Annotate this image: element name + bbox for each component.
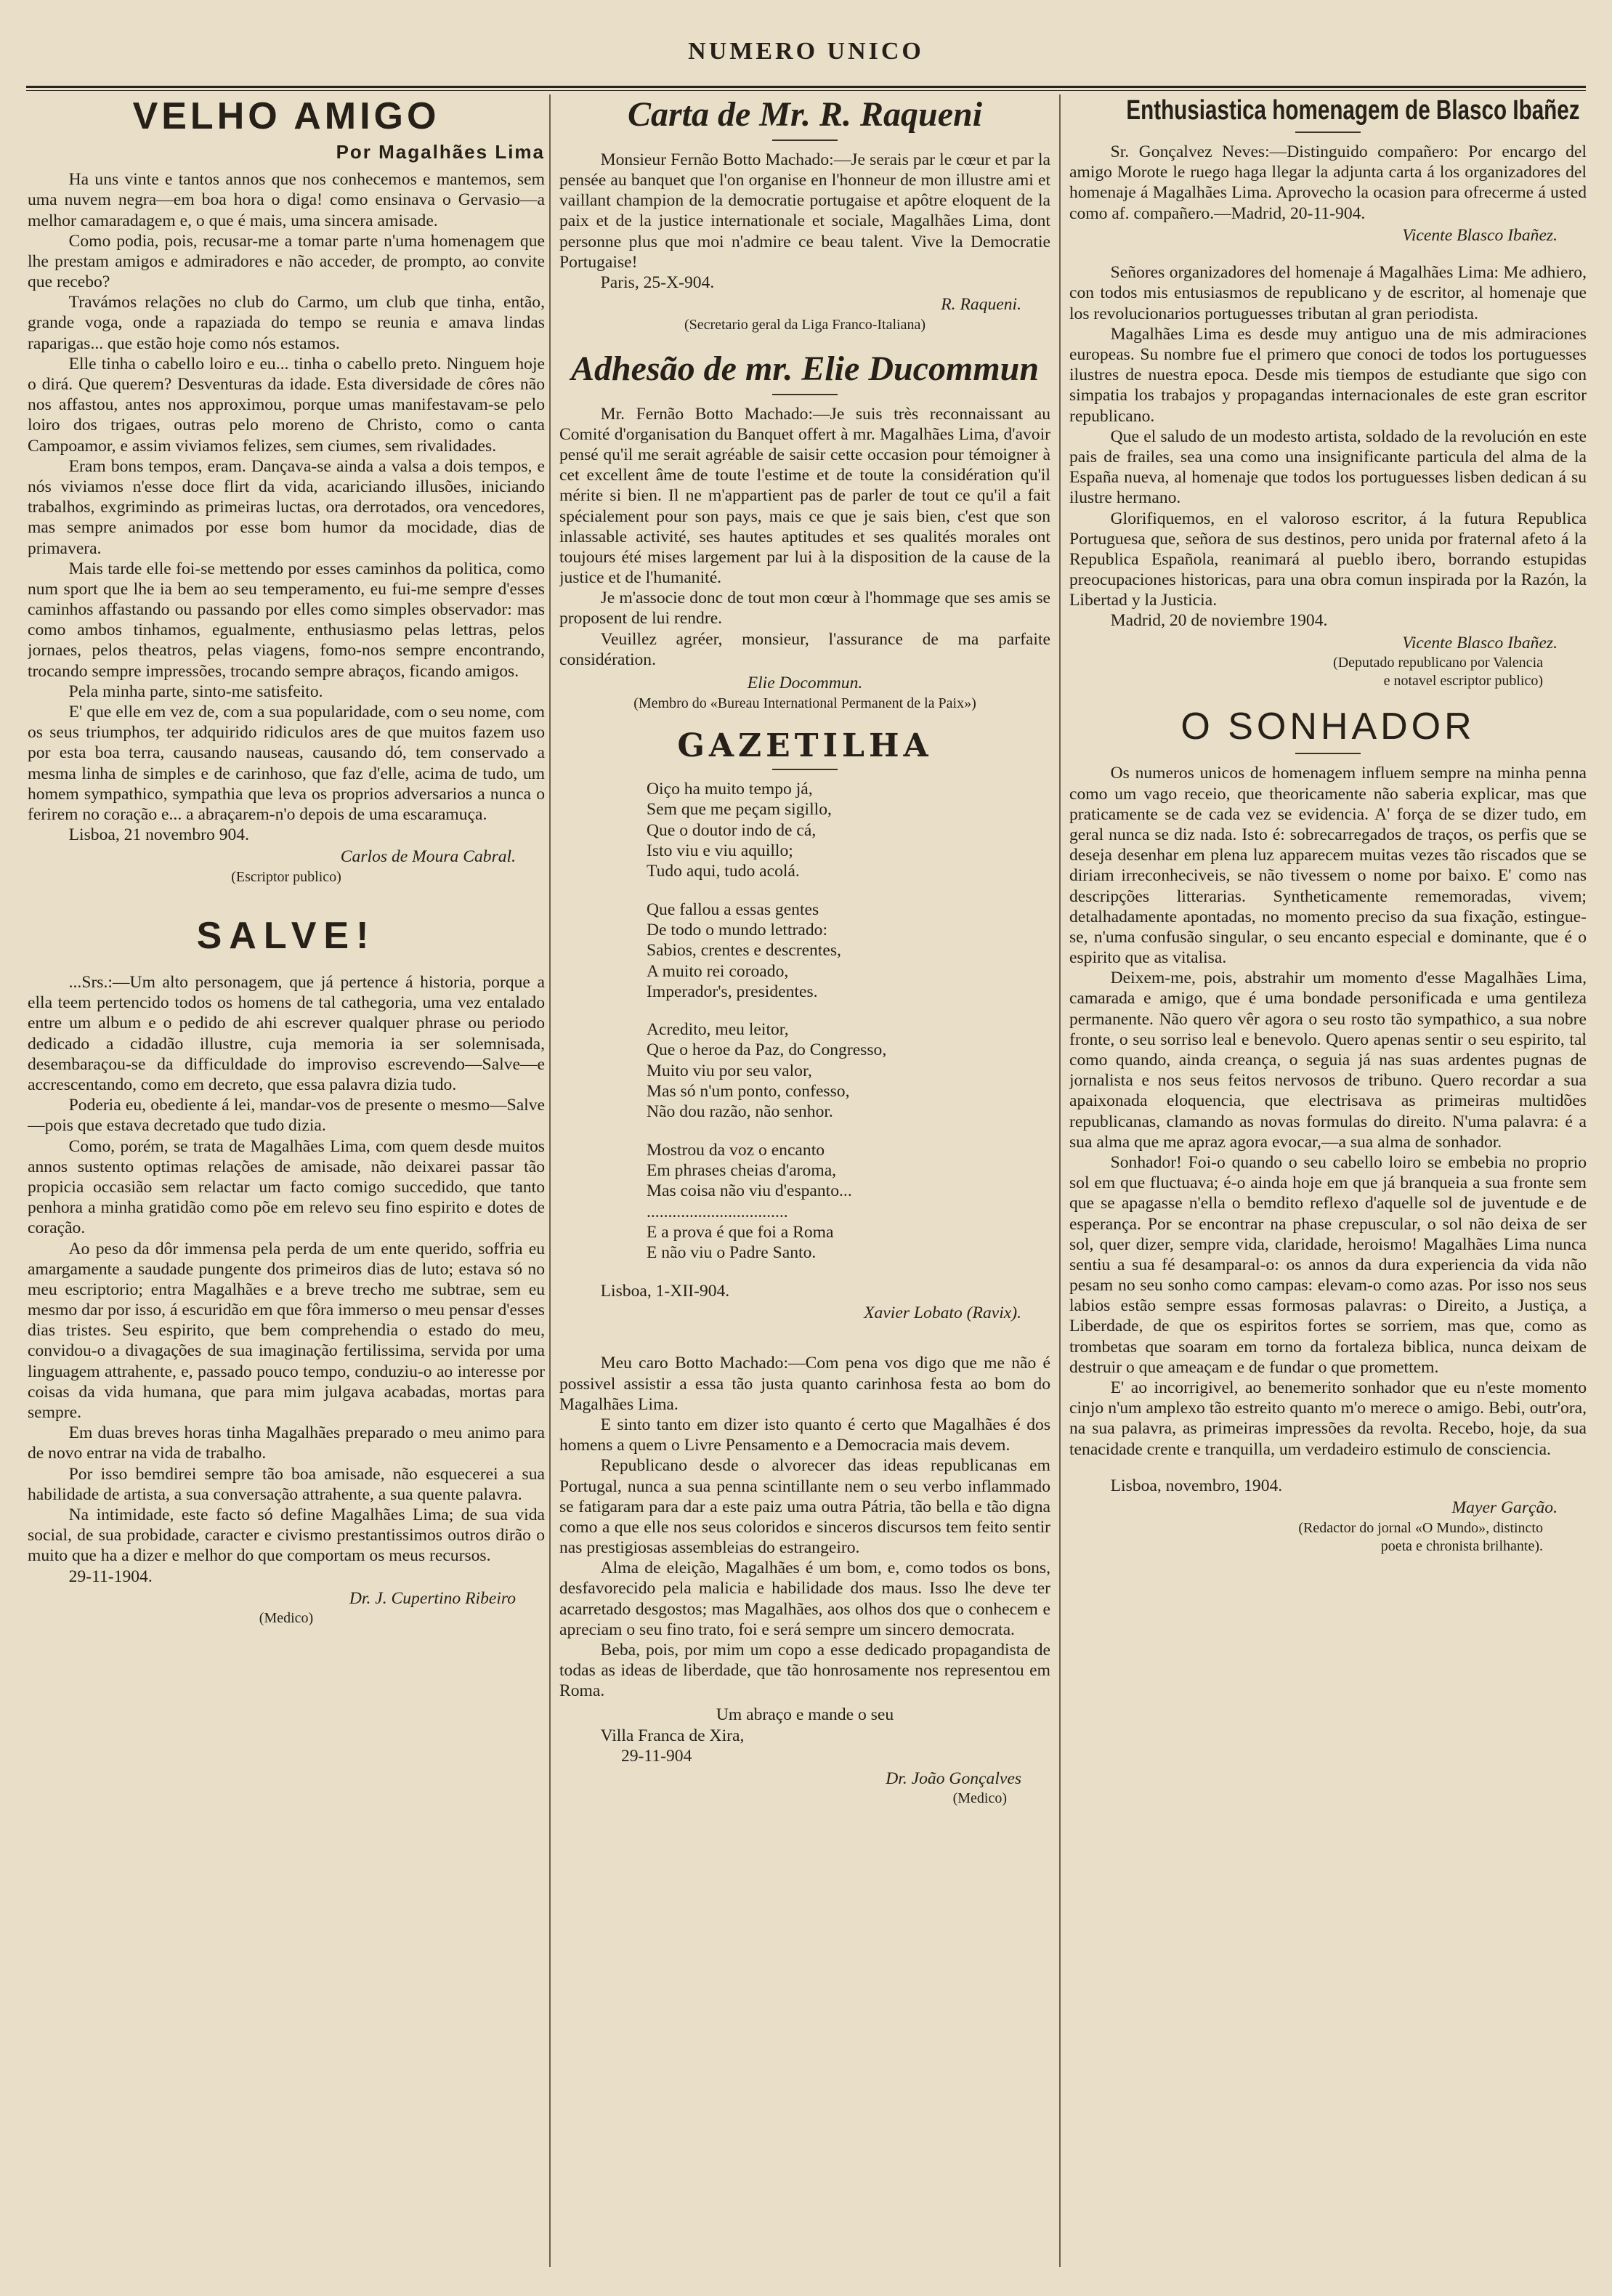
- paragraph: Alma de eleição, Magalhães é um bom, e, como todos os bons, desfavorecido pela malicia e habilidade dos maus. Isso lhe deve ter acarretado desgostos; mas Magalhães, aos olhos dos que o conhecem e apreciam o seu fino trato, foi e será sempre um sincero democrata.: [559, 1559, 1050, 1639]
- paragraph: Os numeros unicos de homenagem influem sempre na minha penna como um vago receio, que theoricamente não saberia explicar, mas que praticamente se de cada vez se evidencia. A' força de se dizer tudo, em geral nunca se diz nada. Isto é: sobrecarregados de traços, os perfis que se deseja desenhar em plena luz apparecem muitas vezes tão riscados que se diriam irreconheciveis, se não tivessem o nome por baixo. E' como nas descripções litterarias. Syntheticamente rememoradas, vivem; detalhadamente apontadas, no momento preciso da sua fixação, estingue-se, n'uma confusão singular, o seu encanto especial e dominante, que é o espirito que as vitalisa.: [1069, 764, 1587, 968]
- article-gazetilha: [559, 729, 1050, 1325]
- title-rule: [1295, 753, 1361, 754]
- masthead-rule-thin: [26, 90, 1586, 91]
- paragraph: Glorifiquemos, en el valoroso escritor, á la futura Republica Portuguesa que, señora de sus destinos, pero unida por fraternal afeto á la Republica Española, reanimará al pueblo ibero, borrando estupidas preocupaciones historicas, para una obra comun inspirada por la Razón, la Libertad y la Justicia.: [1069, 509, 1587, 610]
- closing-line: Um abraço e mande o seu: [716, 1705, 894, 1724]
- poem-stanza: [559, 1019, 1050, 1123]
- dateline: Villa Franca de Xira,: [600, 1726, 745, 1746]
- article-title: Enthusiastica homenagem de Blasco Ibañez: [1126, 96, 1580, 126]
- paragraph: Travámos relações no club do Carmo, um club que tinha, então, grande voga, onde a rapaziada do tempo se reunia e amava lindas raparigas... que estão hoje como nós estamos.: [28, 293, 545, 353]
- paragraph: Na intimidade, este facto só define Magalhães Lima; de sua vida social, de sua probidade, caracter e civismo prestantissimos outros dirão o muito que ha a dizer e melhor do que comportam os meus recursos.: [28, 1505, 545, 1566]
- author-signature: Dr. J. Cupertino Ribeiro: [349, 1588, 516, 1608]
- verse-line: Tudo aqui, tudo acolá.: [647, 862, 800, 881]
- verse-line: Mas coisa não viu d'espanto...: [647, 1181, 852, 1201]
- dateline: Paris, 25-X-904.: [600, 272, 715, 292]
- paragraph: ...Srs.:—Um alto personagem, que já pertence á historia, porque a ella teem pertencido todos os homens de tal cathegoria, uma vez entalado entre um album e o pedido de ahi escrever qualquer phrase ou periodo dedicado a cidadão illustre, cuja memoria ia ser solemnisada, desembaraçou-se da difficuldade do improviso escrevendo—Salve—e accrescentando, como em decreto, que essa palavra dizia tudo.: [28, 973, 545, 1095]
- article-o-sonhador: [1069, 706, 1587, 1555]
- paragraph: E sinto tanto em dizer isto quanto é certo que Magalhães é dos homens a quem o Livre Pensamento e a Democracia mais devem.: [559, 1415, 1050, 1455]
- article-title: SALVE!: [196, 914, 376, 957]
- paragraph: Meu caro Botto Machado:—Com pena vos digo que me não é possivel assistir a essa tão justa quanto carinhosa festa ao bom do Magalhães Lima.: [559, 1354, 1050, 1414]
- author-signature: Dr. João Gonçalves: [886, 1769, 1021, 1788]
- paragraph: Ao peso da dôr immensa pela perda de um ente querido, soffria eu amargamente a saudade pungente dos primeiros dias de luto; estava só no meu escriptorio; entra Magalhães e a breve trecho me subtrae, sem eu mesmo dar por isso, á escuridão em que fôra immerso o meu pensar d'esses dias tristes. Seu espirito, que bem comprehendia o estado do meu, convidou-o a divagações de sua imaginação fertilissima, servida por uma linguagem attrahente, e, passado pouco tempo, conduziu-o ao interesse por coisas da vida humana, que para mim julgava acabadas, mortas para sempre.: [28, 1239, 545, 1423]
- article-blasco-ibanez: [1069, 96, 1587, 690]
- column-middle: [559, 96, 1050, 2267]
- column-left: [28, 96, 545, 2267]
- author-note: (Medico): [952, 1790, 1007, 1807]
- verse-line: A muito rei coroado,: [647, 961, 789, 981]
- masthead: NUMERO UNICO: [688, 38, 924, 65]
- author-signature: Vicente Blasco Ibañez.: [1402, 633, 1558, 652]
- author-signature: Vicente Blasco Ibañez.: [1402, 225, 1558, 245]
- paragraph: Como podia, pois, recusar-me a tomar parte n'uma homenagem que lhe prestam amigos e admiradores e não acceder, de prompto, ao convite que recebo?: [28, 231, 545, 292]
- verse-line: Mas só n'um ponto, confesso,: [647, 1082, 850, 1101]
- paragraph: Pela minha parte, sinto-me satisfeito.: [68, 682, 323, 701]
- paragraph: Republicano desde o alvorecer das ideas republicanas em Portugal, nunca a sua penna scintillante nem o seu verbo inflammado se fatigaram para dar a este paiz uma outra Pátria, tão bella e tão digna como a que elle nos seus coloridos e sinceros discursos tem feito sentir nas prestigiosas assembleias do estrangeiro.: [559, 1456, 1050, 1558]
- article-title: VELHO AMIGO: [132, 96, 440, 137]
- author-note: poeta e chronista brilhante).: [1380, 1537, 1543, 1554]
- verse-line: Que o heroe da Paz, do Congresso,: [647, 1040, 887, 1060]
- verse-line: Mostrou da voz o encanto: [647, 1140, 825, 1160]
- paragraph: Deixem-me, pois, abstrahir um momento d'esse Magalhães Lima, camarada e amigo, que é uma bondade personificada e uma gentileza permanente. Não quero vêr agora o seu rosto tão sympathico, a sua nobre fronte, o seu sorriso leal e benevolo. Quero apenas sentir o seu espirito, tal como quando, ainda creança, o seguia já nas suas ardentes pugnas de jornalista e nos seus feitos nervosos de tribuno. Quero recordar a sua apaixonada eloquencia, que electrisava as primeiras multidões republicanas, clamando as novas formulas do direito. N'uma palavra: é a sua alma que me apraz agora evocar,—a sua alma de sonhador.: [1069, 969, 1587, 1152]
- author-signature: Xavier Lobato (Ravix).: [864, 1303, 1021, 1322]
- paragraph: Como, porém, se trata de Magalhães Lima, com quem desde muitos annos sustento optimas relações de amisade, não deixarei passar tão propicia occasião sem relactar um facto comigo succedido, que tanto penhora a minha gratidão como põe em relevo seu fino espirito e dotes de coração.: [28, 1136, 545, 1238]
- dateline-date: 29-11-904: [620, 1747, 692, 1766]
- article-carta-raqueni: [559, 96, 1050, 334]
- column-divider-left: [549, 94, 551, 2267]
- article-title: GAZETILHA: [677, 727, 933, 764]
- verse-line: Sabios, crentes e descrentes,: [647, 941, 841, 961]
- paragraph: Señores organizadores del homenaje á Magalhães Lima: Me adhiero, con todos mis entusiasmos de republicano y de escritor, al homenaje que los revolucionarios portuguesses tributan al gran periodista.: [1069, 263, 1587, 323]
- verse-line: Em phrases cheias d'aroma,: [647, 1161, 837, 1181]
- paragraph: Elle tinha o cabello loiro e eu... tinha o cabello preto. Ninguem hoje o dirá. Que querem? Desventuras da idade. Esta diversidade de côres não nos affastou, antes nos approximou, porque umas manifestavam-se pelo loiro dos trigaes, outras pelo moreno de Christo, como o canta Campoamor, e assim viviamos felizes, sem ciumes, sem rivalidades.: [28, 354, 545, 456]
- verse-line: .................................: [647, 1202, 788, 1221]
- verse-line: Muito viu por seu valor,: [647, 1061, 812, 1080]
- author-signature: Elie Docommun.: [747, 674, 863, 693]
- verse-line: Isto viu e viu aquillo;: [647, 841, 793, 860]
- paragraph: Mais tarde elle foi-se mettendo por esses caminhos da politica, como num sport que lhe ia bem ao seu temperamento, eu fui-me sempre d'esses caminhos affastando ou passando por elles como simples observador: mas como ambos tinhamos, egualmente, enthusiasmo pelas lettras, pelos jornaes, pelos theatros, pelas viagens, fomo-nos sempre encontrando, trocando sempre impressões, trocando sempre abraços, ficando amigos.: [28, 559, 545, 681]
- dateline: 29-11-1904.: [68, 1567, 153, 1586]
- paragraph: Que el saludo de un modesto artista, soldado de la revolución en este pais de frailes, sea una como una insignificante particula del alma de la España nueva, al homenaje que todos los portuguesses lisben dedican á su ilustre hermano.: [1069, 427, 1587, 508]
- verse-line: E a prova é que foi a Roma: [647, 1222, 834, 1242]
- verse-line: De todo o mundo lettrado:: [647, 920, 828, 939]
- poem-stanza: [559, 779, 1050, 882]
- poem-stanza: [559, 900, 1050, 1003]
- article-title: Carta de Mr. R. Raqueni: [627, 96, 983, 134]
- author-note: (Redactor do jornal «O Mundo», distincto: [1298, 1519, 1543, 1536]
- masthead-rule: [26, 86, 1586, 88]
- dateline: Lisboa, 21 novembro 904.: [68, 825, 249, 845]
- paragraph: Mr. Fernão Botto Machado:—Je suis très reconnaissant au Comité d'organisation du Banquet offert à mr. Magalhães Lima, d'avoir pensé qu'il me serait agréable de saisir cette occasion pour témoigner à cet excellent âme de toute l'estime et de toute la considération qu'il mérite si bien. Il ne m'appartient pas de parler de tout ce qu'il a fait spécialement pour son pays, mais ce que je sais bien, c'est que son inlassable activité, ses hautes aptitudes et ses qualités morales ont toujours été mises largement par lui à la disposition de la cause de la justice et de l'humanité.: [559, 404, 1050, 588]
- author-signature: Mayer Garção.: [1451, 1498, 1558, 1518]
- author-note: (Escriptor publico): [231, 868, 341, 885]
- title-rule: [772, 769, 838, 770]
- title-rule: [772, 140, 838, 141]
- author-signature: Carlos de Moura Cabral.: [340, 847, 516, 867]
- article-byline: Por Magalhães Lima: [336, 141, 545, 163]
- paragraph: Veuillez agréer, monsieur, l'assurance de ma parfaite considération.: [559, 629, 1050, 669]
- column-divider-right: [1059, 94, 1061, 2267]
- dateline: Lisboa, novembro, 1904.: [1110, 1476, 1283, 1495]
- author-signature: R. Raqueni.: [941, 295, 1021, 315]
- verse-line: Oiço ha muito tempo já,: [647, 780, 813, 799]
- article-letter-goncalves: [559, 1353, 1050, 1808]
- poem-stanza: [559, 1140, 1050, 1264]
- paragraph: Magalhães Lima es desde muy antiguo una de mis admiraciones europeas. Su nombre fue el primero que conoci de todos los portuguesses ilustres de nuestra epoca. Desde mis tiempos de estudiante que sigo con simpatia los trabajos y propagandas internacionales de este gran escritor republicano.: [1069, 324, 1587, 426]
- paragraph: Poderia eu, obediente á lei, mandar-vos de presente o mesmo—Salve—pois que estava decretado que tudo dizia.: [28, 1096, 545, 1136]
- title-rule: [772, 394, 838, 395]
- dateline: Madrid, 20 de noviembre 1904.: [1110, 611, 1328, 631]
- paragraph: Je m'associe donc de tout mon cœur à l'hommage que ses amis se proposent de lui rendre.: [559, 589, 1050, 628]
- article-salve: [28, 915, 545, 1628]
- column-right: [1069, 96, 1587, 2267]
- paragraph: Em duas breves horas tinha Magalhães preparado o meu animo para de novo entrar na vida de trabalho.: [28, 1423, 545, 1463]
- author-note: (Secretario geral da Liga Franco-Italiana): [684, 316, 926, 333]
- paragraph: Eram bons tempos, eram. Dançava-se ainda a valsa a dois tempos, e nós viviamos n'esse doce flirt da vida, acariciando illusões, iniciando trabalhos, exgrimindo as primeiras luctas, ora derrotados, ora vencedores, mas sempre animados por esse bom humor da mocidade, dias de primavera.: [28, 456, 545, 558]
- paragraph: Ha uns vinte e tantos annos que nos conhecemos e mantemos, sem uma nuvem negra—em boa hora o diga! como ensinava o Gervasio—a melhor camaradagem e, o que é mais, uma sincera amisade.: [28, 170, 545, 230]
- article-adhesao-ducommun: [559, 350, 1050, 713]
- verse-line: Não dou razão, não senhor.: [647, 1102, 833, 1122]
- verse-line: Que o doutor indo de cá,: [647, 820, 817, 840]
- verse-line: Imperador's, presidentes.: [647, 982, 818, 1001]
- title-rule: [1295, 132, 1361, 133]
- paragraph: Sr. Gonçalvez Neves:—Distinguido compañero: Por encargo del amigo Morote le ruego haga llegar la adjunta carta á los organizadores del homenaje á Magalhães Lima. Aprovecho la ocasion para ofrecerme á usted como af. compañero.—Madrid, 20-11-904.: [1069, 142, 1587, 223]
- paragraph: Monsieur Fernão Botto Machado:—Je serais par le cœur et par la pensée au banquet que l'on organise en l'honneur de mon illustre ami et vaillant champion de la democratie portugaise et apôtre eloquent de la paix et de la justice internationale et sociale, Magalhães Lima, dont personne plus que moi n'admire ce beau talent. Vive la Democratie Portugaise!: [559, 150, 1050, 272]
- author-note: (Membro do «Bureau International Permanent de la Paix»): [633, 695, 976, 711]
- author-note: (Medico): [259, 1610, 314, 1627]
- paragraph: E' que elle em vez de, com a sua popularidade, com o seu nome, com os seus triumphos, ter adquirido ridiculos ares de que muitos fazem uso por esta boa terra, causando nauseas, causando dó, tem conservado a mesma linha de simples e de carinhoso, que faz d'elle, acima de tudo, um homem sympathico, sympathia que leva os proprios adversarios a nunca o ferirem no coração e... a abraçarem-n'o depois de uma escaramuça.: [28, 703, 545, 824]
- paragraph: Por isso bemdirei sempre tão boa amisade, não esquecerei a sua habilidade de artista, a sua conversação attrahente, a sua quente palavra.: [28, 1464, 545, 1504]
- paragraph: Beba, pois, por mim um copo a esse dedicado propagandista de todas as ideas de liberdade, que tão honrosamente nos representou em Roma.: [559, 1641, 1050, 1701]
- author-note: (Deputado republicano por Valencia: [1333, 655, 1543, 671]
- verse-line: Que fallou a essas gentes: [647, 900, 819, 919]
- verse-line: Sem que me peçam sigillo,: [647, 800, 832, 820]
- article-title: Adhesão de mr. Elie Ducommun: [570, 349, 1040, 388]
- verse-line: Acredito, meu leitor,: [647, 1020, 789, 1040]
- article-velho-amigo: [28, 96, 545, 886]
- verse-line: E não viu o Padre Santo.: [647, 1243, 817, 1263]
- article-title: O SONHADOR: [1180, 706, 1475, 748]
- paragraph: Sonhador! Foi-o quando o seu cabello loiro se embebia no proprio sol em que fluctuava; é-o ainda hoje em que já branqueia a sua fronte sem que se apagasse n'ella o bemdito reflexo d'aquelle sol de juventude e de esperança. Por se encontrar na phase crepuscular, o sol não deixa de ser sol, quer dizer, sempre vida, claridade, heroismo! Magalhães Lima nunca sentiu a sua fé desamparal-o: os annos da dura experiencia da vida não pesam no seu sonho como campas: elevam-o como azas. Por isso nos seus labios estão sempre essas formosas palavras: o Direito, a Justiça, a Liberdade, de que os espiritos fortes se sorriem, mas que, como as trombetas que soaram em torno da fortaleza biblica, nunca deixam de destruir o que ameaçam e de fundar o que promettem.: [1069, 1152, 1587, 1377]
- paragraph: E' ao incorrigivel, ao benemerito sonhador que eu n'este momento cinjo n'um amplexo tão estreito quanto m'o merece o amigo. Bebi, outr'ora, na sua palavra, as primeiras impressões da revolta. Recebo, hoje, da sua tenacidade crente e tranquilla, um verdadeiro estimulo de consciencia.: [1069, 1378, 1587, 1459]
- dateline: Lisboa, 1-XII-904.: [600, 1281, 730, 1301]
- author-note: e notavel escriptor publico): [1383, 673, 1543, 690]
